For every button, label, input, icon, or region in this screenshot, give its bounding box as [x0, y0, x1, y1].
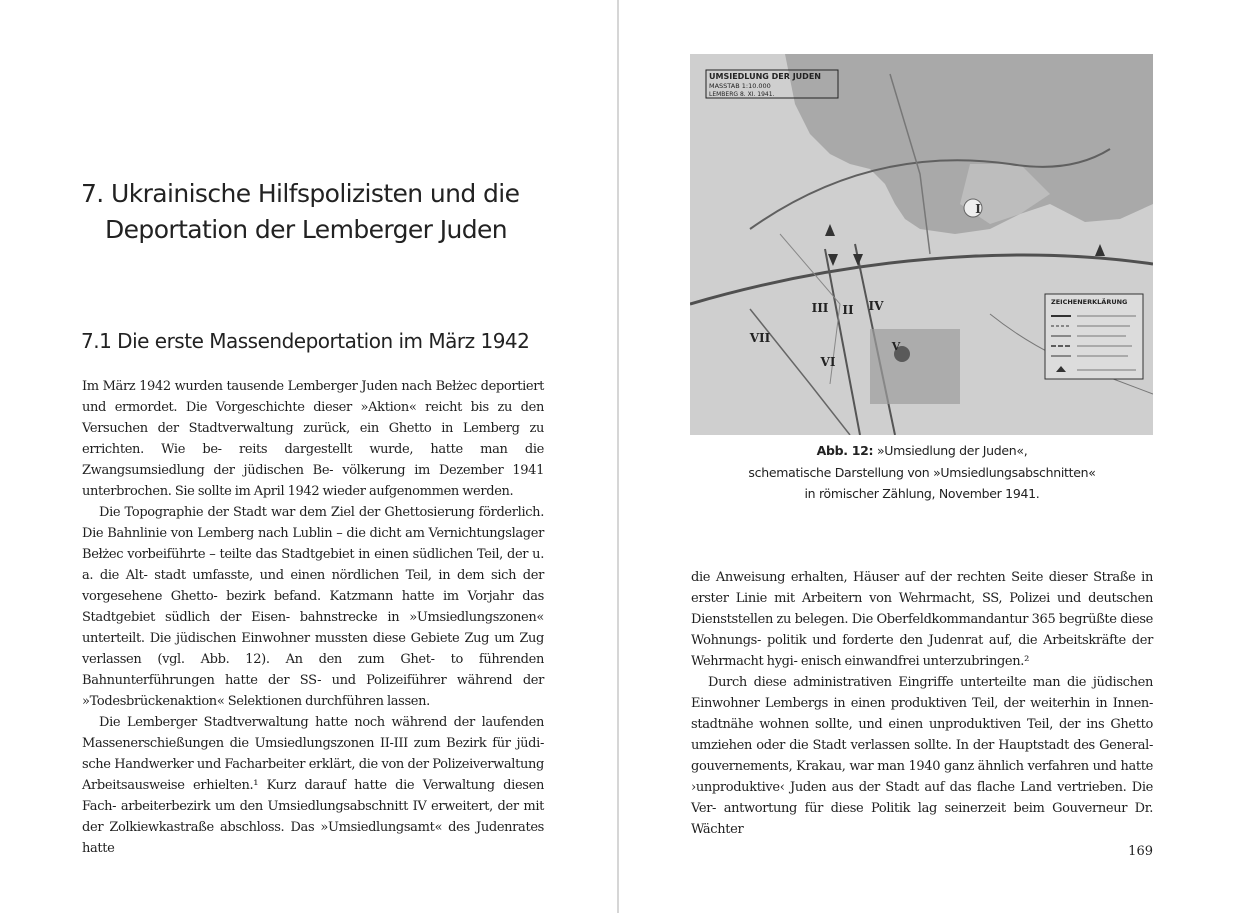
paragraph: Die Lemberger Stadtverwaltung hatte noch während der laufenden Massenerschießungen die Umsiedlungszonen II-III zum Bezirk für jüdi- sche Handwerker und Facharbeiter erklärt, die von der Polizeiverwaltung Arbeitsausweise erhielten.¹ Kurz darauf hatte die Verwaltung diesen Fach- arbeiterbezirk um den Umsiedlungsabschnitt IV erweitert, der mit der Zolkiewkastraße abschloss. Das »Umsiedlungsamt« des Judenrates hatte: [82, 715, 544, 856]
caption-line: schematische Darstellung von »Umsiedlungsabschnitten«: [748, 464, 1096, 480]
page-number: 169: [1128, 844, 1153, 859]
map-zone-label: II: [842, 303, 854, 317]
map-legend-title: ZEICHENERKLÄRUNG: [1051, 298, 1128, 306]
map-place-date: LEMBERG 8. XI. 1941.: [709, 91, 775, 98]
paragraph: Die Topographie der Stadt war dem Ziel der Ghettosierung förderlich. Die Bahnlinie von Lemberg nach Lublin – die dicht am Vernichtungslager Bełżec vorbeiführte – teilte das Stadtgebiet in einen südlichen Teil, der u. a. die Alt- stadt umfasste, und einen nördlichen Teil, in dem sich der vorgesehene Ghetto- bezirk befand. Katzmann hatte im Vorjahr das Stadtgebiet südlich der Eisen- bahnstrecke in »Umsiedlungszonen« unterteilt. Die jüdischen Einwohner mussten diese Gebiete Zug um Zug verlassen (vgl. Abb. 12). An den zum Ghet- to führenden Bahnunterführungen hatte der SS- und Polizeiführer während der »Todesbrückenaktion« Selektionen durchführen lassen.: [82, 505, 544, 709]
caption-line: in römischer Zählung, November 1941.: [804, 486, 1040, 501]
paragraph: Im März 1942 wurden tausende Lemberger Juden nach Bełżec deportiert und ermordet. Die Vorgeschichte dieser »Aktion« reicht bis zu den Versuchen der Stadtverwaltung zurück, ein Ghetto in Lemberg zu errichten. Wie be- reits dargestellt wurde, hatte man die Zwangsumsiedlung der jüdischen Be- völkerung im Dezember 1941 unterbrochen. Sie sollte im April 1942 wieder aufgenommen werden.: [82, 379, 545, 499]
left-page: [0, 0, 617, 913]
map-zone-label: I: [975, 202, 981, 216]
caption-label: Abb. 12:: [816, 443, 874, 458]
map-scale: MASSTAB 1:10.000: [709, 82, 771, 90]
caption-line: Abb. 12: »Umsiedlung der Juden«,: [816, 443, 1028, 458]
map-zone-label: VI: [820, 355, 836, 369]
chapter-title-line: Deportation der Lemberger Juden: [105, 215, 508, 244]
figure-caption: [691, 440, 1153, 505]
map-title: UMSIEDLUNG DER JUDEN: [709, 72, 821, 81]
map-zone-label: V: [891, 340, 901, 353]
chapter-title-line: 7. Ukrainische Hilfspolizisten und die: [81, 179, 520, 208]
chapter-title: [81, 176, 581, 248]
figure-map-image: [690, 54, 1153, 435]
paragraph: Durch diese administrativen Eingriffe unterteilte man die jüdischen Einwohner Lembergs in einen produktiven Teil, der weiterhin in Innen- stadtnähe wohnen sollte, und einen unproduktiven Teil, der ins Ghetto umziehen oder die Stadt verlassen sollte. In der Hauptstadt des General- gouvernements, Krakau, war man 1940 ganz ähnlich verfahren und hatte ›unproduktive‹ Juden aus der Stadt auf das flache Land vertrieben. Die Ver- antwortung für diese Politik lag seinerzeit beim Gouverneur Dr. Wächter: [691, 675, 1153, 837]
paragraph: die Anweisung erhalten, Häuser auf der rechten Seite dieser Straße in erster Linie mit Arbeitern von Wehrmacht, SS, Polizei und deutschen Dienststellen zu belegen. Die Oberfeldkommandantur 365 begrüßte diese Wohnungs- politik und forderte den Judenrat auf, die Arbeitskräfte der Wehrmacht hygi- enisch einwandfrei unterzubringen.²: [691, 570, 1153, 669]
right-body-text: [691, 567, 1153, 840]
map-zone-label: III: [811, 301, 829, 315]
map-zone-label: IV: [868, 299, 884, 313]
left-body-text: [82, 376, 544, 859]
section-title: 7.1 Die erste Massendeportation im März 1942: [81, 329, 530, 353]
map-zone-label: VII: [749, 331, 771, 345]
